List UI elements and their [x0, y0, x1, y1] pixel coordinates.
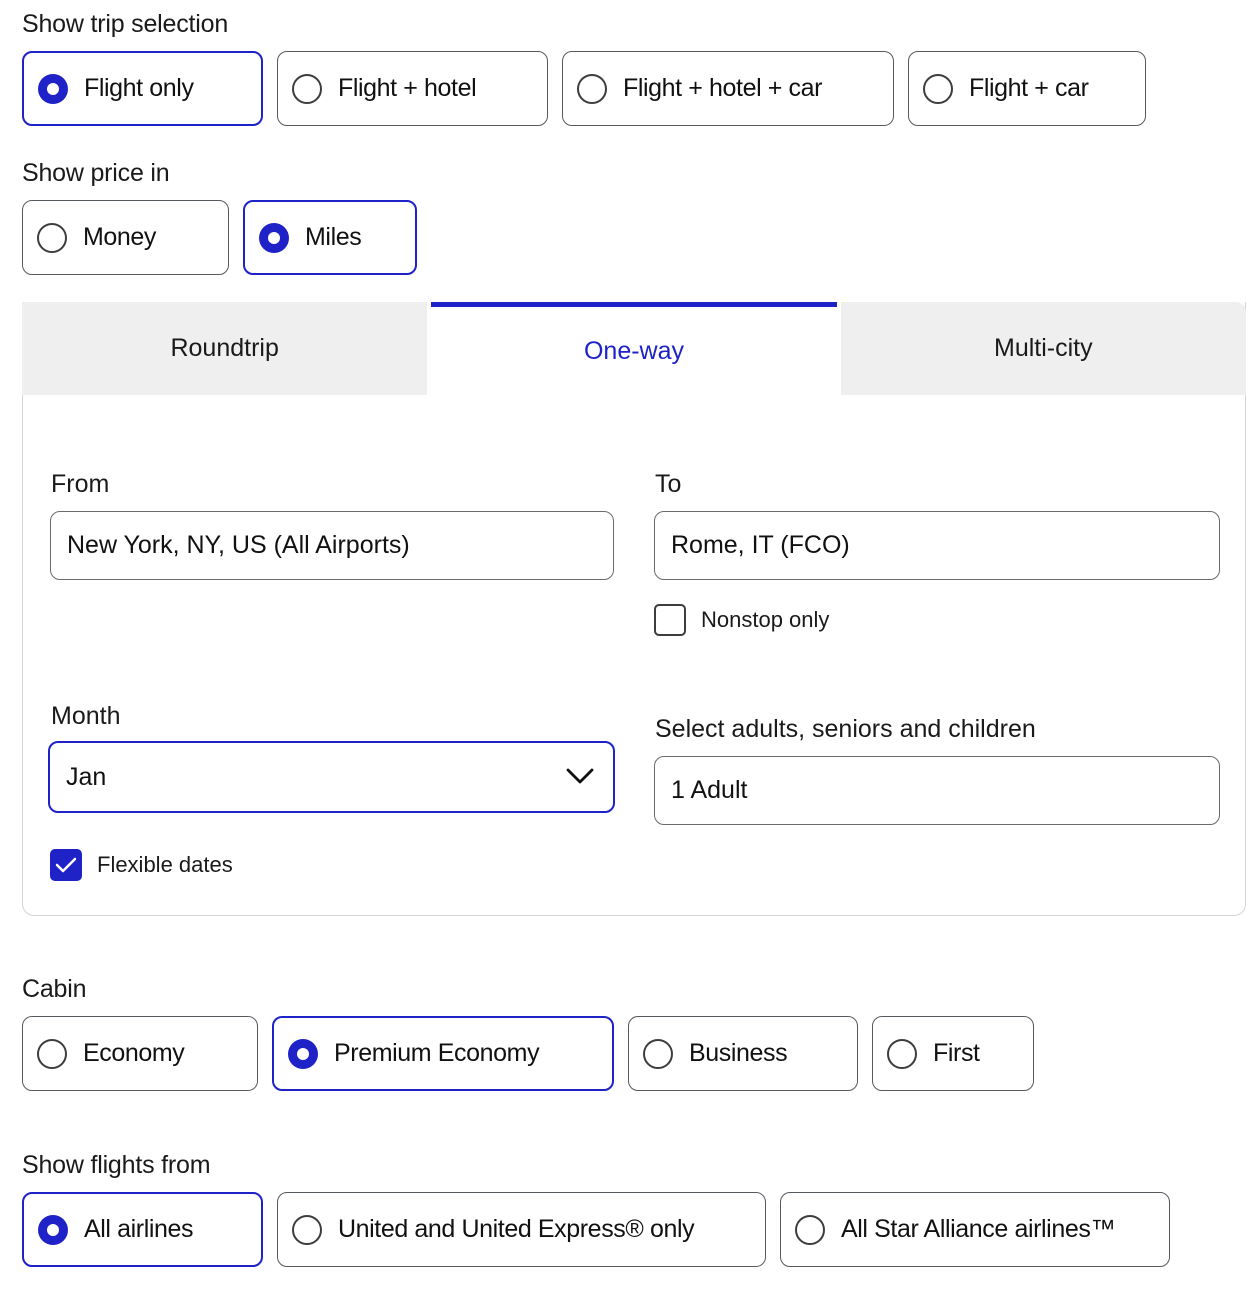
- radio-selected-icon: [38, 74, 68, 104]
- airline-option-united-only[interactable]: [277, 1192, 766, 1267]
- price-option-label: Miles: [305, 223, 362, 251]
- trip-option-label: Flight + hotel + car: [623, 74, 823, 102]
- airline-option-label: All Star Alliance airlines™: [841, 1215, 1116, 1243]
- chevron-down-icon: [565, 767, 595, 785]
- radio-selected-icon: [259, 223, 289, 253]
- airline-option-label: All airlines: [84, 1215, 194, 1243]
- trip-option-label: Flight + hotel: [338, 74, 477, 102]
- radio-unselected-icon: [292, 74, 322, 104]
- nonstop-only-label: Nonstop only: [701, 607, 830, 632]
- flights-from-label: Show flights from: [22, 1151, 211, 1179]
- radio-unselected-icon: [643, 1039, 673, 1069]
- from-label: From: [51, 470, 110, 498]
- radio-unselected-icon: [923, 74, 953, 104]
- month-label: Month: [51, 702, 121, 730]
- checkbox-unchecked-icon: [654, 604, 686, 636]
- radio-unselected-icon: [292, 1215, 322, 1245]
- trip-option-label: Flight + car: [969, 74, 1089, 102]
- radio-unselected-icon: [37, 223, 67, 253]
- cabin-label: Cabin: [22, 975, 87, 1003]
- trip-type-tabs: [22, 302, 1246, 395]
- from-value: New York, NY, US (All Airports): [67, 531, 410, 559]
- price-option-label: Money: [83, 223, 157, 251]
- checkmark-icon: [55, 856, 77, 874]
- to-label: To: [655, 470, 682, 498]
- trip-option-label: Flight only: [84, 74, 194, 102]
- airline-option-star-alliance[interactable]: [780, 1192, 1170, 1267]
- cabin-option-economy[interactable]: [22, 1016, 258, 1091]
- cabin-option-label: Business: [689, 1039, 788, 1067]
- trip-option-flight-only[interactable]: [22, 51, 263, 126]
- tab-roundtrip[interactable]: Roundtrip: [22, 302, 427, 395]
- price-in-group: [22, 200, 417, 275]
- price-option-miles[interactable]: [243, 200, 417, 275]
- cabin-option-premium-economy[interactable]: [272, 1016, 614, 1091]
- nonstop-only-checkbox[interactable]: [654, 604, 829, 636]
- airline-option-label: United and United Express® only: [338, 1215, 695, 1243]
- cabin-group: [22, 1016, 1034, 1091]
- cabin-option-first[interactable]: [872, 1016, 1034, 1091]
- cabin-option-label: First: [933, 1039, 980, 1067]
- trip-option-flight-hotel-car[interactable]: [562, 51, 894, 126]
- airline-option-all-airlines[interactable]: [22, 1192, 263, 1267]
- radio-unselected-icon: [887, 1039, 917, 1069]
- cabin-option-label: Economy: [83, 1039, 185, 1067]
- to-input[interactable]: [654, 511, 1220, 580]
- radio-selected-icon: [38, 1215, 68, 1245]
- tab-multi-city[interactable]: Multi-city: [841, 302, 1246, 395]
- from-input[interactable]: [50, 511, 614, 580]
- trip-selection-label: Show trip selection: [22, 10, 229, 38]
- month-value: Jan: [66, 762, 107, 791]
- checkbox-checked-icon: [50, 849, 82, 881]
- tab-one-way[interactable]: One-way: [431, 302, 836, 395]
- travelers-input[interactable]: [654, 756, 1220, 825]
- price-in-label: Show price in: [22, 159, 170, 187]
- price-option-money[interactable]: [22, 200, 229, 275]
- radio-unselected-icon: [577, 74, 607, 104]
- to-value: Rome, IT (FCO): [671, 531, 850, 559]
- trip-option-flight-hotel[interactable]: [277, 51, 548, 126]
- cabin-option-label: Premium Economy: [334, 1039, 540, 1067]
- radio-unselected-icon: [795, 1215, 825, 1245]
- cabin-option-business[interactable]: [628, 1016, 858, 1091]
- radio-unselected-icon: [37, 1039, 67, 1069]
- trip-option-flight-car[interactable]: [908, 51, 1146, 126]
- flights-from-group: [22, 1192, 1170, 1267]
- travelers-value: 1 Adult: [671, 776, 748, 804]
- flexible-dates-label: Flexible dates: [97, 852, 233, 877]
- radio-selected-icon: [288, 1039, 318, 1069]
- trip-selection-group: [22, 51, 1146, 126]
- flexible-dates-checkbox[interactable]: [50, 849, 233, 881]
- month-select[interactable]: [48, 741, 615, 813]
- travelers-label: Select adults, seniors and children: [655, 715, 1036, 743]
